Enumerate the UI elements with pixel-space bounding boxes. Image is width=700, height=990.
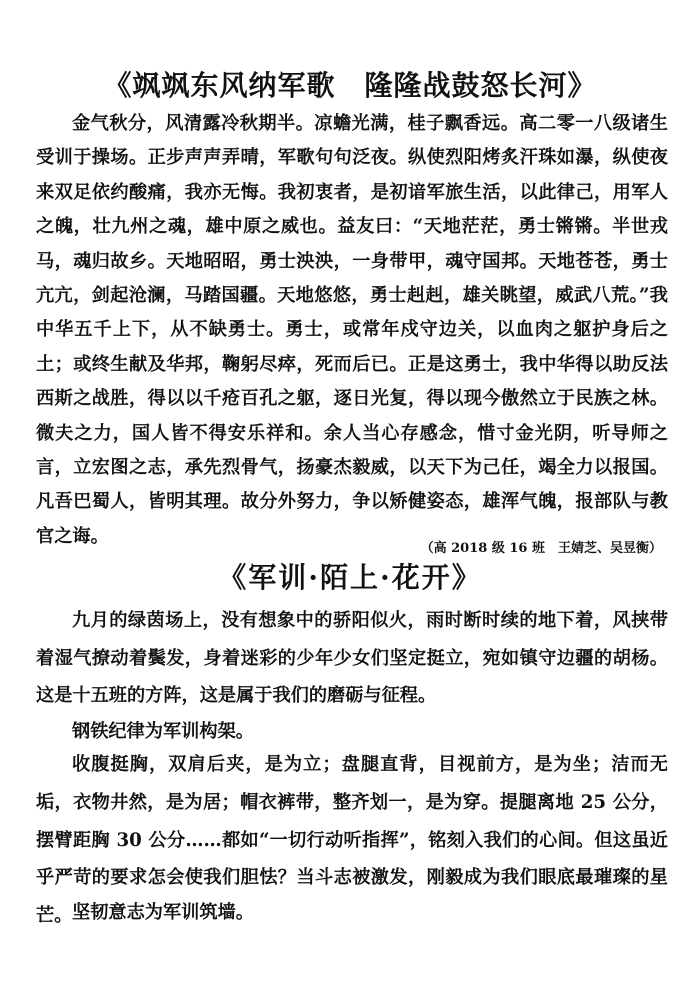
article-body: 金气秋分，风清露冷秋期半。凉蟾光满，桂子飘香远。高二零一八级诸生受训于操场。正步声声弄晴，军歌句句泛夜。纵使烈阳烤炙汗珠如瀑，纵使夜来双足依约酸痛，我亦无悔。我初衷者，是初谙军旅生活，以此律己，用军人之魄，壮九州之魂，雄中原之威也。益友曰：“天地茫茫，勇士锵锵。半世戎马，魂归故乡。天地昭昭，勇士泱泱，一身带甲，魂守国邦。天地苍苍，勇士亢亢，剑起沧澜，马踏国疆。天地悠悠，勇士赳赳，雄关眺望，威武八荒。”我中华五千上下，从不缺勇士。勇士，或常年戍守边关，以血肉之躯护身后之土；或终生献及华邦，鞠躬尽瘁，死而后已。正是这勇士，我中华得以助反法西斯之战胜，得以以千疮百孔之躯，逐日光复，得以现今傲然立于民族之林。微夫之力，国人皆不得安乐祥和。余人当心存感念，惜寸金光阴，听导师之言，立宏图之志，承先烈骨气，扬豪杰毅威，以天下为己任，竭全力以报国。凡吾巴蜀人，皆明其理。故分外努力，争以矫健姿态，雄浑气魄，报部队与教官之诲。	[36, 113, 668, 547]
article-title: 《军训·陌上·花开》	[218, 561, 482, 594]
paragraph: 钢铁纪律为军训构架。	[72, 721, 254, 742]
article-title: 《飒飒东风纳军歌 隆隆战鼓怒长河》	[103, 69, 597, 102]
paragraph: 坚韧意志为军训筑墙。	[72, 902, 254, 923]
paragraph: 收腹挺胸，双肩后夹，是为立；盘腿直背，目视前方，是为坐；洁而无垢，衣物井然，是为居；帽衣裤带，整齐划一，是为穿。提腿离地 25 公分，摆臂距胸 30 公分……都如“一切行动听指挥”，铭刻入我们的心间。但这虽近乎严苛的要求怎会使我们胆怯？当斗志被激发，刚毅成为我们眼底最璀璨的星芒。	[36, 754, 668, 927]
author-byline: （高 2018 级 16 班 王婧芝、吴昱衡）	[420, 541, 662, 556]
paragraph: 九月的绿茵场上，没有想象中的骄阳似火，雨时断时续的地下着，风挟带着湿气撩动着鬓发，身着迷彩的少年少女们坚定挺立，宛如镇守边疆的胡杨。这是十五班的方阵，这是属于我们的磨砺与征程。	[36, 610, 668, 706]
